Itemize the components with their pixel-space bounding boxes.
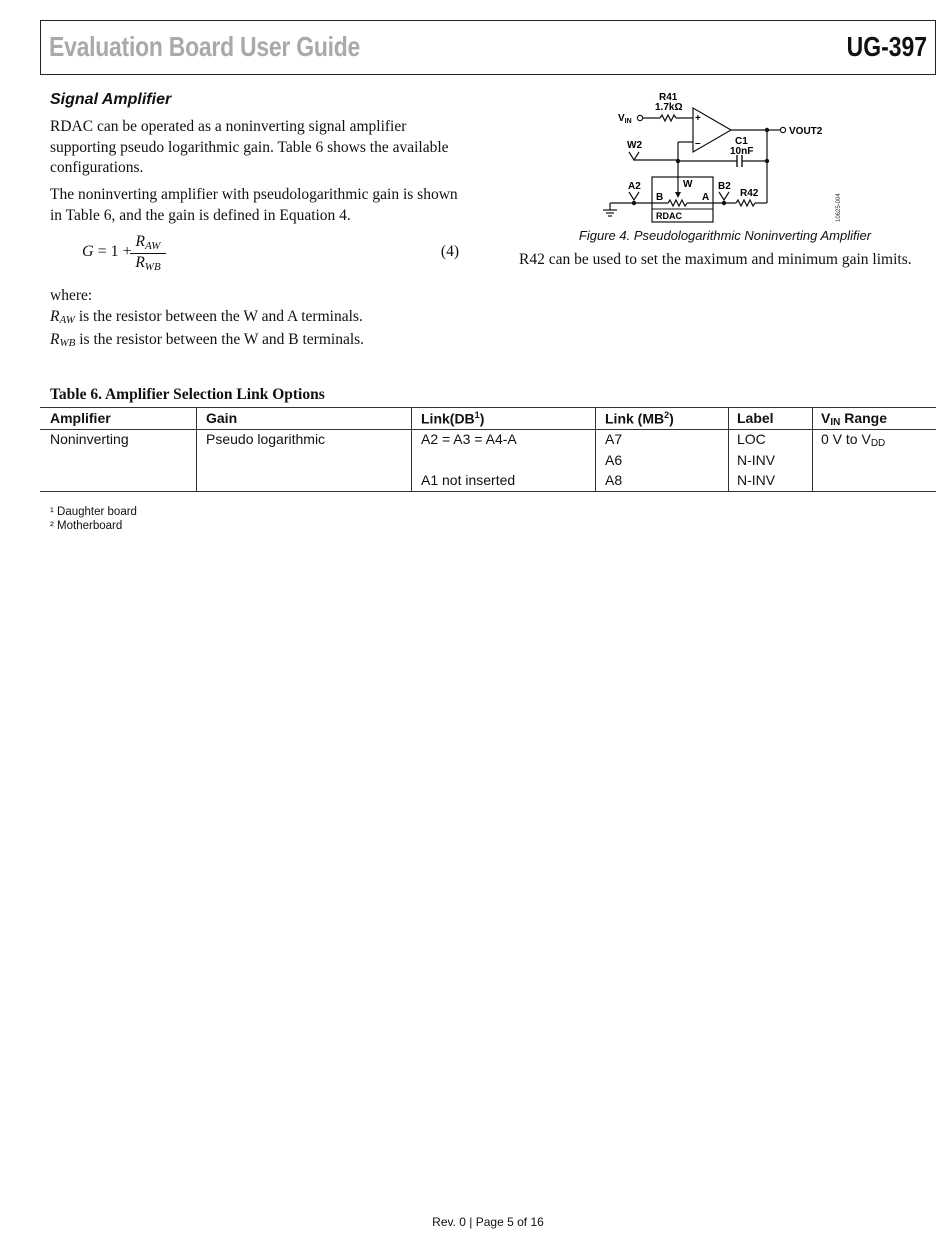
svg-text:A: A bbox=[702, 192, 710, 203]
paragraph-2: The noninverting amplifier with pseudologarithmic gain is shown in Table 6, and the gain is defined in Equation 4. bbox=[50, 186, 458, 224]
c1-value: 10nF bbox=[730, 146, 754, 157]
cell-gain: Pseudo logarithmic bbox=[206, 431, 326, 447]
header-gain: Gain bbox=[206, 410, 238, 426]
cell-link-db-1: A2 = A3 = A4-A bbox=[421, 431, 517, 447]
cell-link-db-3: A1 not inserted bbox=[421, 472, 516, 488]
guide-title: Evaluation Board User Guide bbox=[49, 31, 361, 62]
header-link-db: $Link(DB^1)$ bbox=[421, 410, 485, 427]
c1-label: C1 bbox=[735, 136, 748, 147]
b2-label: B2 bbox=[718, 181, 731, 192]
table-title: Table 6. Amplifier Selection Link Options bbox=[50, 386, 325, 403]
header-label: Label bbox=[737, 410, 774, 426]
equation-lhs: G = 1 + bbox=[82, 243, 132, 260]
w2-label: W2 bbox=[627, 140, 642, 151]
paragraph-1: RDAC can be operated as a noninverting signal amplifier supporting pseudo logarithmic gain. Table 6 shows the available configurations. bbox=[50, 118, 449, 176]
svg-text:W: W bbox=[683, 179, 693, 190]
r42-label: R42 bbox=[740, 188, 759, 199]
page-header bbox=[40, 20, 936, 75]
cell-link-mb-2: A6 bbox=[605, 452, 623, 468]
gain-equation bbox=[82, 233, 462, 279]
svg-text:B: B bbox=[656, 192, 664, 203]
vout2-label: VOUT2 bbox=[789, 126, 823, 137]
equation-fraction bbox=[130, 233, 166, 274]
cell-label-3: N-INV bbox=[737, 472, 776, 488]
svg-text:+: + bbox=[695, 113, 701, 124]
page-footer: Rev. 0 | Page 5 of 16 bbox=[432, 1215, 544, 1229]
fraction-numerator: $R_{AW}$ bbox=[135, 233, 161, 252]
where-label: where: bbox=[50, 287, 93, 304]
cell-amplifier: Noninverting bbox=[50, 431, 129, 447]
footnote-2: ² Motherboard bbox=[50, 520, 123, 532]
figure-note: R42 can be used to set the maximum and minimum gain limits. bbox=[519, 251, 912, 268]
definition-raw: RAW is the resistor between the W and A terminals. bbox=[50, 307, 363, 326]
figure-caption: Figure 4. Pseudologarithmic Noninverting Amplifier bbox=[578, 228, 872, 243]
figure-code: 10625-004 bbox=[836, 193, 842, 222]
definitions bbox=[50, 286, 364, 354]
r41-resistor bbox=[660, 115, 676, 121]
r42-resistor bbox=[736, 200, 755, 206]
header-link-mb: Link $(MB^2)$ bbox=[605, 410, 674, 427]
equation-number: (4) bbox=[440, 243, 459, 260]
amplifier-table bbox=[40, 407, 936, 492]
r41-value: 1.7kΩ bbox=[655, 102, 683, 113]
rdac-label: RDAC bbox=[656, 211, 682, 221]
cell-label-1: LOC bbox=[737, 431, 766, 447]
doc-code: UG-397 bbox=[846, 31, 927, 62]
svg-text:–: – bbox=[695, 138, 701, 149]
fraction-denominator: $R_{WB}$ bbox=[135, 254, 161, 273]
footnote-1: ¹ Daughter board bbox=[50, 506, 137, 518]
cell-link-mb-1: A7 bbox=[605, 431, 623, 447]
cell-link-mb-3: A8 bbox=[605, 472, 623, 488]
vin-label: $V_{IN}$ bbox=[618, 113, 632, 125]
cell-vin-range: 0 V to VDD bbox=[821, 431, 886, 449]
a2-label: A2 bbox=[628, 181, 641, 192]
r41-label: R41 bbox=[659, 92, 678, 103]
section-title: Signal Amplifier bbox=[50, 91, 172, 108]
header-amplifier: Amplifier bbox=[50, 410, 111, 426]
amplifier-schematic bbox=[600, 88, 850, 228]
cell-label-2: N-INV bbox=[737, 452, 776, 468]
header-vin-range: VIN Range bbox=[821, 410, 888, 428]
definition-rwb: RWB is the resistor between the W and B terminals. bbox=[50, 331, 365, 349]
